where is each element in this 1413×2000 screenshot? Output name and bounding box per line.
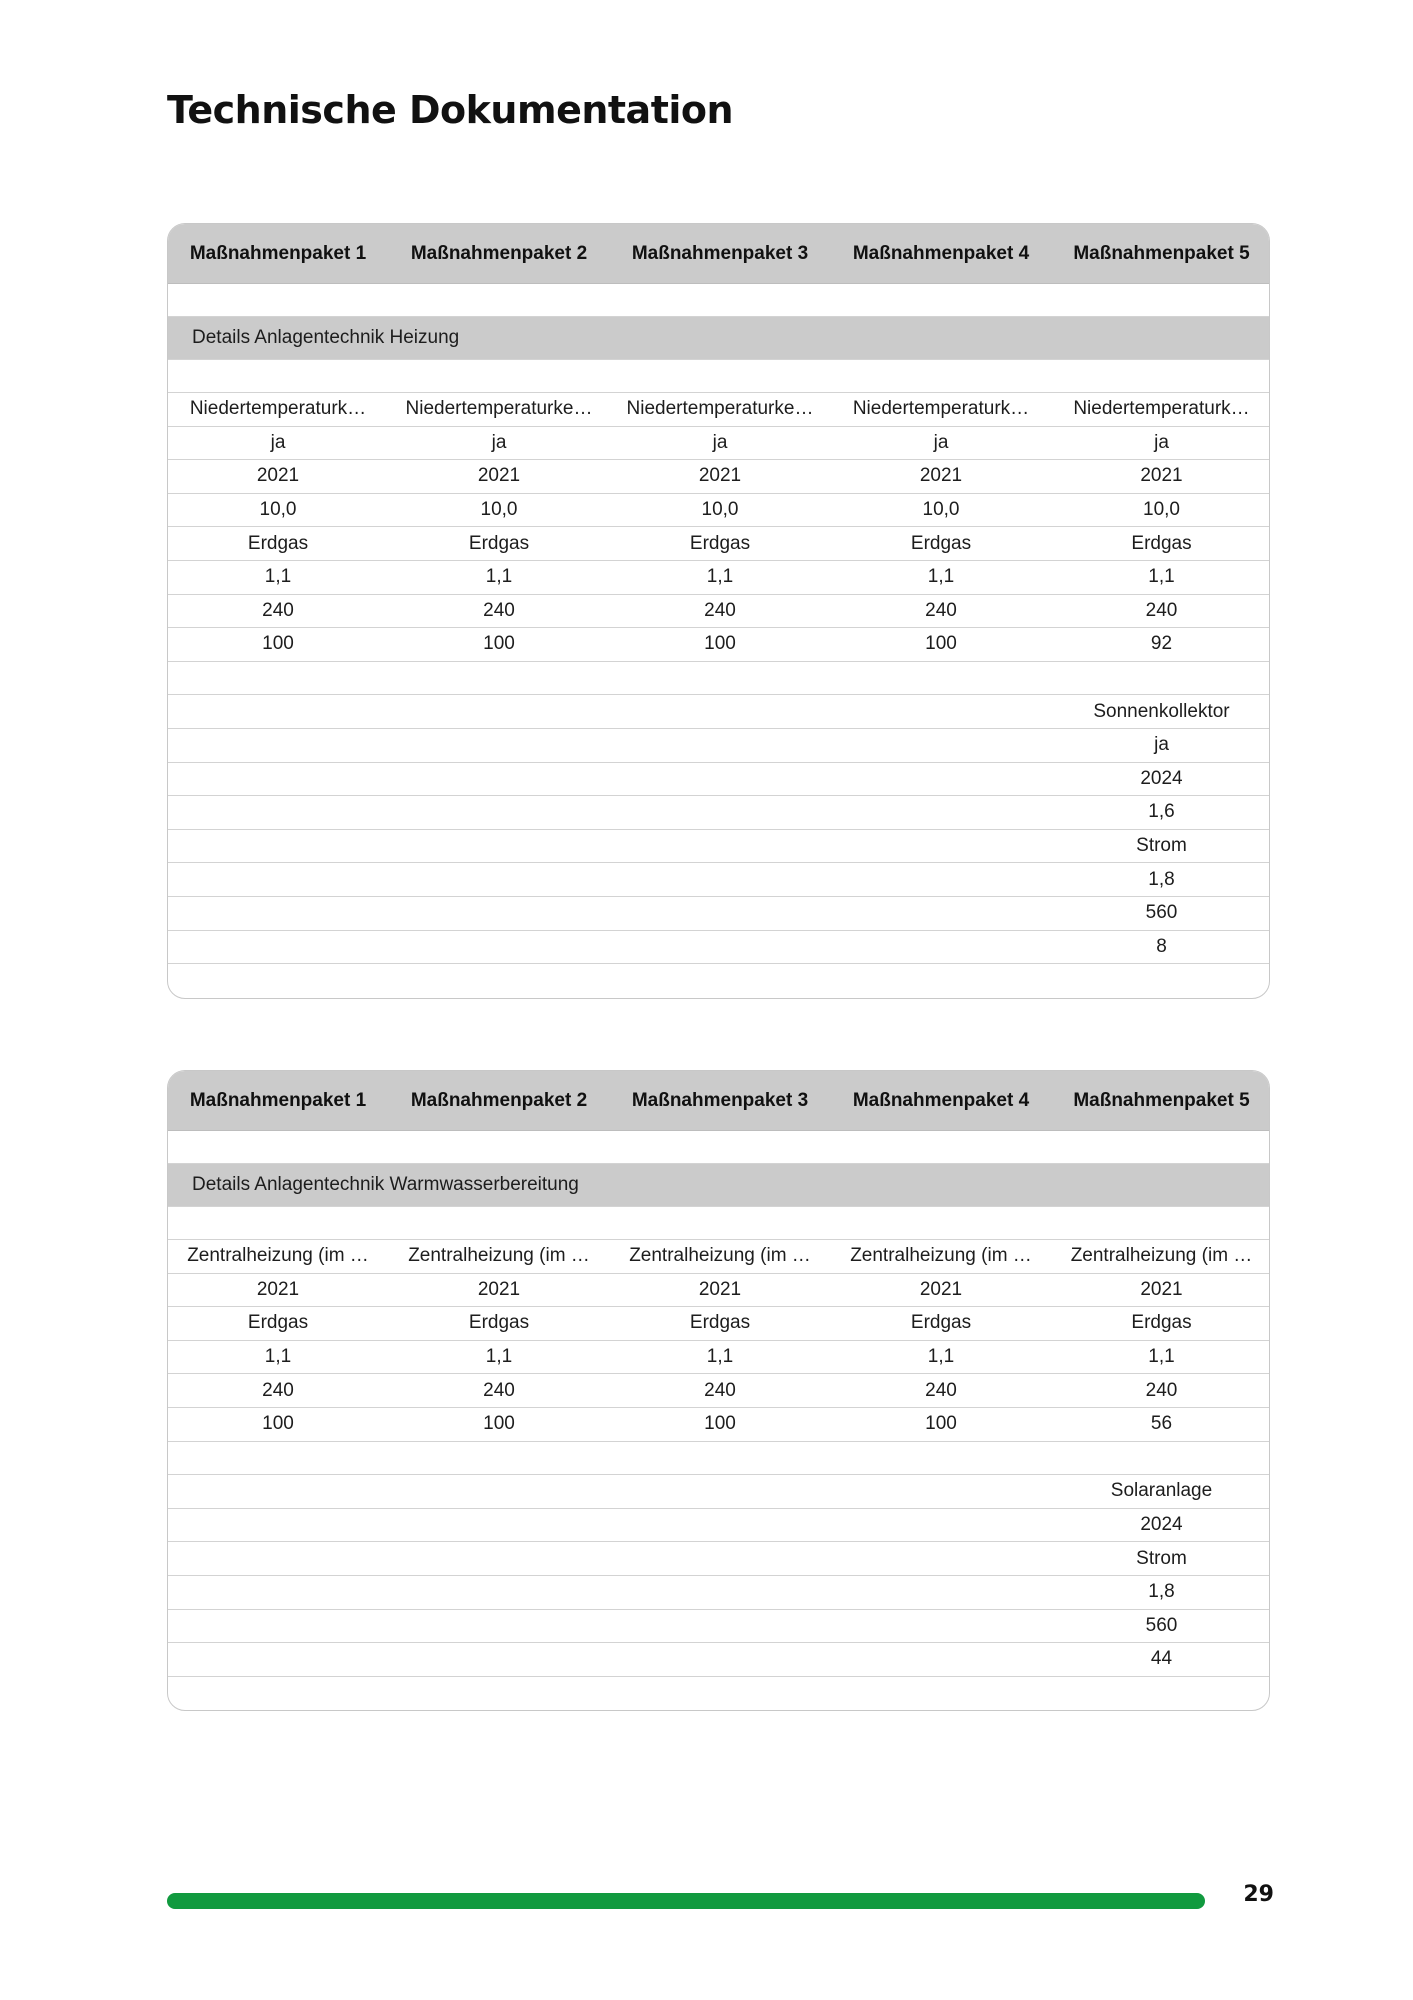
spacer-row bbox=[168, 1207, 1269, 1240]
table-row bbox=[168, 460, 1269, 494]
table-row bbox=[168, 628, 1269, 662]
column-header: Maßnahmenpaket 1 bbox=[189, 242, 367, 264]
table-cell: 240 bbox=[704, 1379, 736, 1401]
table-cell: 100 bbox=[925, 1413, 957, 1435]
table-cell bbox=[610, 729, 830, 762]
table-cell: Erdgas bbox=[910, 532, 972, 554]
table-cell: 2024 bbox=[1140, 767, 1183, 789]
table-cell bbox=[830, 729, 1052, 762]
table-cell bbox=[168, 863, 388, 896]
table-row bbox=[168, 561, 1269, 595]
table-cell: 1,1 bbox=[264, 566, 292, 588]
table-cell: 2024 bbox=[1140, 1514, 1183, 1536]
table-cell bbox=[610, 763, 830, 796]
column-header: Maßnahmenpaket 3 bbox=[631, 242, 809, 264]
table-cell: 1,1 bbox=[927, 1346, 955, 1368]
table-row bbox=[168, 763, 1269, 797]
table-cell: ja bbox=[712, 431, 728, 453]
table-cell: ja bbox=[491, 431, 507, 453]
table-row bbox=[168, 1542, 1269, 1576]
table-cell: Zentralheizung (im … bbox=[187, 1245, 369, 1267]
table-cell bbox=[168, 1576, 388, 1609]
table-cell: Erdgas bbox=[247, 1312, 309, 1334]
table-cell bbox=[830, 796, 1052, 829]
table-cell bbox=[610, 796, 830, 829]
heating-table bbox=[167, 223, 1270, 999]
table-row bbox=[168, 527, 1269, 561]
table-cell: 2021 bbox=[477, 465, 521, 487]
table-cell: 10,0 bbox=[701, 499, 739, 521]
table-cell: 240 bbox=[925, 599, 957, 621]
table-cell bbox=[168, 662, 388, 695]
table-header bbox=[168, 224, 1269, 284]
table-cell bbox=[830, 964, 1052, 998]
table-cell bbox=[168, 964, 388, 998]
table-cell bbox=[388, 763, 610, 796]
section-title: Details Anlagentechnik Heizung bbox=[168, 317, 1269, 360]
table-cell: Niedertemperaturke… bbox=[626, 398, 814, 420]
table-cell: 2021 bbox=[256, 1278, 300, 1300]
table-row bbox=[168, 1341, 1269, 1375]
table-cell: 10,0 bbox=[1143, 499, 1180, 521]
table-cell: 240 bbox=[925, 1379, 957, 1401]
table-cell: 100 bbox=[262, 633, 294, 655]
table-cell: 240 bbox=[262, 1379, 294, 1401]
table-cell bbox=[610, 1643, 830, 1676]
table-cell: Erdgas bbox=[247, 532, 309, 554]
table-row bbox=[168, 729, 1269, 763]
table-cell: Niedertemperaturk… bbox=[852, 398, 1030, 420]
table-cell: 240 bbox=[1145, 1379, 1178, 1401]
table-cell bbox=[610, 830, 830, 863]
table-cell bbox=[388, 662, 610, 695]
table-cell bbox=[388, 964, 610, 998]
table-cell: 240 bbox=[704, 599, 736, 621]
table-row bbox=[168, 1509, 1269, 1543]
table-cell bbox=[610, 931, 830, 964]
water-heating-table bbox=[167, 1070, 1270, 1711]
table-cell bbox=[388, 1576, 610, 1609]
table-cell: 240 bbox=[483, 599, 515, 621]
table-cell: 2021 bbox=[919, 465, 963, 487]
table-cell: 100 bbox=[925, 633, 957, 655]
table-cell bbox=[168, 830, 388, 863]
table-cell bbox=[1052, 1677, 1270, 1711]
table-cell: 10,0 bbox=[922, 499, 960, 521]
table-cell bbox=[168, 1475, 388, 1508]
table-cell bbox=[388, 1610, 610, 1643]
table-cell bbox=[830, 931, 1052, 964]
table-cell: 92 bbox=[1150, 633, 1173, 655]
column-header: Maßnahmenpaket 2 bbox=[410, 242, 588, 264]
table-cell bbox=[830, 863, 1052, 896]
table-row bbox=[168, 494, 1269, 528]
table-cell bbox=[1052, 662, 1270, 695]
table-cell: 8 bbox=[1156, 935, 1167, 957]
table-cell bbox=[388, 1475, 610, 1508]
table-cell: 1,1 bbox=[1148, 1346, 1175, 1368]
table-cell: Zentralheizung (im … bbox=[408, 1245, 590, 1267]
table-cell bbox=[830, 1610, 1052, 1643]
table-cell bbox=[610, 1509, 830, 1542]
table-row bbox=[168, 1475, 1269, 1509]
table-cell: 100 bbox=[262, 1413, 294, 1435]
table-cell: 2021 bbox=[698, 465, 742, 487]
table-cell bbox=[830, 763, 1052, 796]
column-header: Maßnahmenpaket 2 bbox=[410, 1089, 588, 1111]
table-cell bbox=[610, 1610, 830, 1643]
table-row bbox=[168, 897, 1269, 931]
table-cell bbox=[388, 695, 610, 728]
table-body bbox=[168, 393, 1269, 998]
section-title: Details Anlagentechnik Warmwasserbereitung bbox=[168, 1164, 1269, 1207]
table-cell: 56 bbox=[1150, 1413, 1173, 1435]
table-cell bbox=[610, 1442, 830, 1475]
table-cell: ja bbox=[933, 431, 949, 453]
table-cell bbox=[168, 796, 388, 829]
table-cell bbox=[610, 662, 830, 695]
table-cell: Sonnenkollektor bbox=[1093, 700, 1230, 722]
table-cell: 1,1 bbox=[1148, 566, 1175, 588]
table-body bbox=[168, 1240, 1269, 1710]
table-cell bbox=[388, 1442, 610, 1475]
table-cell: 1,1 bbox=[485, 566, 513, 588]
table-cell: Erdgas bbox=[468, 532, 530, 554]
table-cell bbox=[168, 763, 388, 796]
spacer-row bbox=[168, 360, 1269, 393]
table-cell bbox=[388, 1643, 610, 1676]
table-row bbox=[168, 393, 1269, 427]
table-cell: 2021 bbox=[919, 1278, 963, 1300]
table-cell: ja bbox=[1154, 734, 1169, 756]
table-cell: Niedertemperaturk… bbox=[189, 398, 367, 420]
table-cell bbox=[830, 1643, 1052, 1676]
table-cell: 1,8 bbox=[1148, 1581, 1175, 1603]
table-cell bbox=[168, 931, 388, 964]
table-cell bbox=[610, 1475, 830, 1508]
table-cell bbox=[168, 729, 388, 762]
table-row bbox=[168, 1240, 1269, 1274]
table-cell: Erdgas bbox=[1131, 532, 1192, 554]
table-cell: Erdgas bbox=[910, 1312, 972, 1334]
table-cell bbox=[168, 897, 388, 930]
table-cell: ja bbox=[270, 431, 286, 453]
table-row bbox=[168, 1374, 1269, 1408]
table-row bbox=[168, 695, 1269, 729]
table-cell bbox=[388, 897, 610, 930]
table-row bbox=[168, 1307, 1269, 1341]
table-cell bbox=[388, 931, 610, 964]
table-cell: 1,1 bbox=[706, 1346, 734, 1368]
table-row bbox=[168, 662, 1269, 696]
table-cell: 10,0 bbox=[480, 499, 518, 521]
table-header bbox=[168, 1071, 1269, 1131]
table-cell bbox=[830, 1442, 1052, 1475]
table-row bbox=[168, 964, 1269, 998]
table-cell: 240 bbox=[483, 1379, 515, 1401]
table-cell bbox=[168, 1442, 388, 1475]
table-cell: 1,1 bbox=[485, 1346, 513, 1368]
table-cell: 240 bbox=[1145, 599, 1178, 621]
column-header: Maßnahmenpaket 3 bbox=[631, 1089, 809, 1111]
table-cell: 2021 bbox=[256, 465, 300, 487]
table-cell: Erdgas bbox=[689, 532, 751, 554]
table-cell bbox=[388, 1509, 610, 1542]
table-cell: ja bbox=[1154, 431, 1169, 453]
table-cell bbox=[610, 1542, 830, 1575]
table-cell bbox=[388, 830, 610, 863]
table-cell: 2021 bbox=[1140, 465, 1183, 487]
table-cell: 1,1 bbox=[264, 1346, 292, 1368]
column-header: Maßnahmenpaket 5 bbox=[1073, 1089, 1250, 1111]
table-cell: Niedertemperaturke… bbox=[405, 398, 593, 420]
table-cell bbox=[610, 863, 830, 896]
table-cell bbox=[830, 830, 1052, 863]
table-row bbox=[168, 830, 1269, 864]
table-cell bbox=[168, 1509, 388, 1542]
table-cell bbox=[388, 863, 610, 896]
table-cell bbox=[610, 964, 830, 998]
table-cell: 560 bbox=[1145, 902, 1178, 924]
column-header: Maßnahmenpaket 1 bbox=[189, 1089, 367, 1111]
page-number: 29 bbox=[1243, 1882, 1274, 1907]
table-row bbox=[168, 1677, 1269, 1711]
table-cell bbox=[168, 1542, 388, 1575]
table-cell bbox=[388, 1677, 610, 1711]
table-cell bbox=[1052, 1442, 1270, 1475]
table-cell bbox=[830, 1542, 1052, 1575]
table-row bbox=[168, 1610, 1269, 1644]
table-cell bbox=[168, 1610, 388, 1643]
table-cell: 100 bbox=[483, 633, 515, 655]
table-cell: 240 bbox=[262, 599, 294, 621]
table-cell bbox=[1052, 964, 1270, 998]
table-cell bbox=[610, 1576, 830, 1609]
table-cell: Erdgas bbox=[1131, 1312, 1192, 1334]
table-row bbox=[168, 595, 1269, 629]
table-cell bbox=[168, 695, 388, 728]
table-cell: Niedertemperaturk… bbox=[1073, 398, 1250, 420]
table-cell: 100 bbox=[704, 1413, 736, 1435]
table-cell: 2021 bbox=[1140, 1278, 1183, 1300]
table-row bbox=[168, 863, 1269, 897]
table-cell bbox=[168, 1643, 388, 1676]
table-cell: 2021 bbox=[477, 1278, 521, 1300]
table-row bbox=[168, 1408, 1269, 1442]
table-cell: 560 bbox=[1145, 1614, 1178, 1636]
table-cell: 1,8 bbox=[1148, 868, 1175, 890]
table-cell: Zentralheizung (im … bbox=[850, 1245, 1032, 1267]
table-cell bbox=[388, 1542, 610, 1575]
table-cell bbox=[830, 1677, 1052, 1711]
column-header: Maßnahmenpaket 4 bbox=[852, 1089, 1030, 1111]
table-cell bbox=[610, 897, 830, 930]
table-cell: 100 bbox=[704, 633, 736, 655]
table-cell: 1,1 bbox=[706, 566, 734, 588]
table-cell bbox=[388, 796, 610, 829]
footer-accent-bar bbox=[167, 1893, 1205, 1909]
table-cell: 100 bbox=[483, 1413, 515, 1435]
table-cell: Solaranlage bbox=[1110, 1480, 1213, 1502]
table-row bbox=[168, 796, 1269, 830]
table-cell: 2021 bbox=[698, 1278, 742, 1300]
table-cell bbox=[610, 1677, 830, 1711]
table-row bbox=[168, 931, 1269, 965]
table-cell: Strom bbox=[1136, 1547, 1187, 1569]
table-cell: Zentralheizung (im … bbox=[1070, 1245, 1253, 1267]
table-row bbox=[168, 1576, 1269, 1610]
table-cell bbox=[610, 695, 830, 728]
table-cell bbox=[830, 662, 1052, 695]
table-cell: Strom bbox=[1136, 835, 1187, 857]
column-header: Maßnahmenpaket 5 bbox=[1073, 242, 1250, 264]
spacer-row bbox=[168, 1131, 1269, 1164]
table-cell bbox=[830, 1509, 1052, 1542]
table-row bbox=[168, 1643, 1269, 1677]
table-cell bbox=[830, 1475, 1052, 1508]
table-cell: Erdgas bbox=[689, 1312, 751, 1334]
spacer-row bbox=[168, 284, 1269, 317]
table-cell bbox=[830, 1576, 1052, 1609]
table-row bbox=[168, 1442, 1269, 1476]
table-cell bbox=[168, 1677, 388, 1711]
table-row bbox=[168, 1274, 1269, 1308]
table-cell: 1,1 bbox=[927, 566, 955, 588]
table-cell bbox=[388, 729, 610, 762]
table-cell: 1,6 bbox=[1148, 801, 1175, 823]
table-cell: 44 bbox=[1150, 1648, 1173, 1670]
table-cell bbox=[830, 695, 1052, 728]
table-cell: Erdgas bbox=[468, 1312, 530, 1334]
table-row bbox=[168, 427, 1269, 461]
table-cell: Zentralheizung (im … bbox=[629, 1245, 811, 1267]
table-cell: 10,0 bbox=[259, 499, 297, 521]
page-title: Technische Dokumentation bbox=[167, 88, 734, 132]
column-header: Maßnahmenpaket 4 bbox=[852, 242, 1030, 264]
table-cell bbox=[830, 897, 1052, 930]
